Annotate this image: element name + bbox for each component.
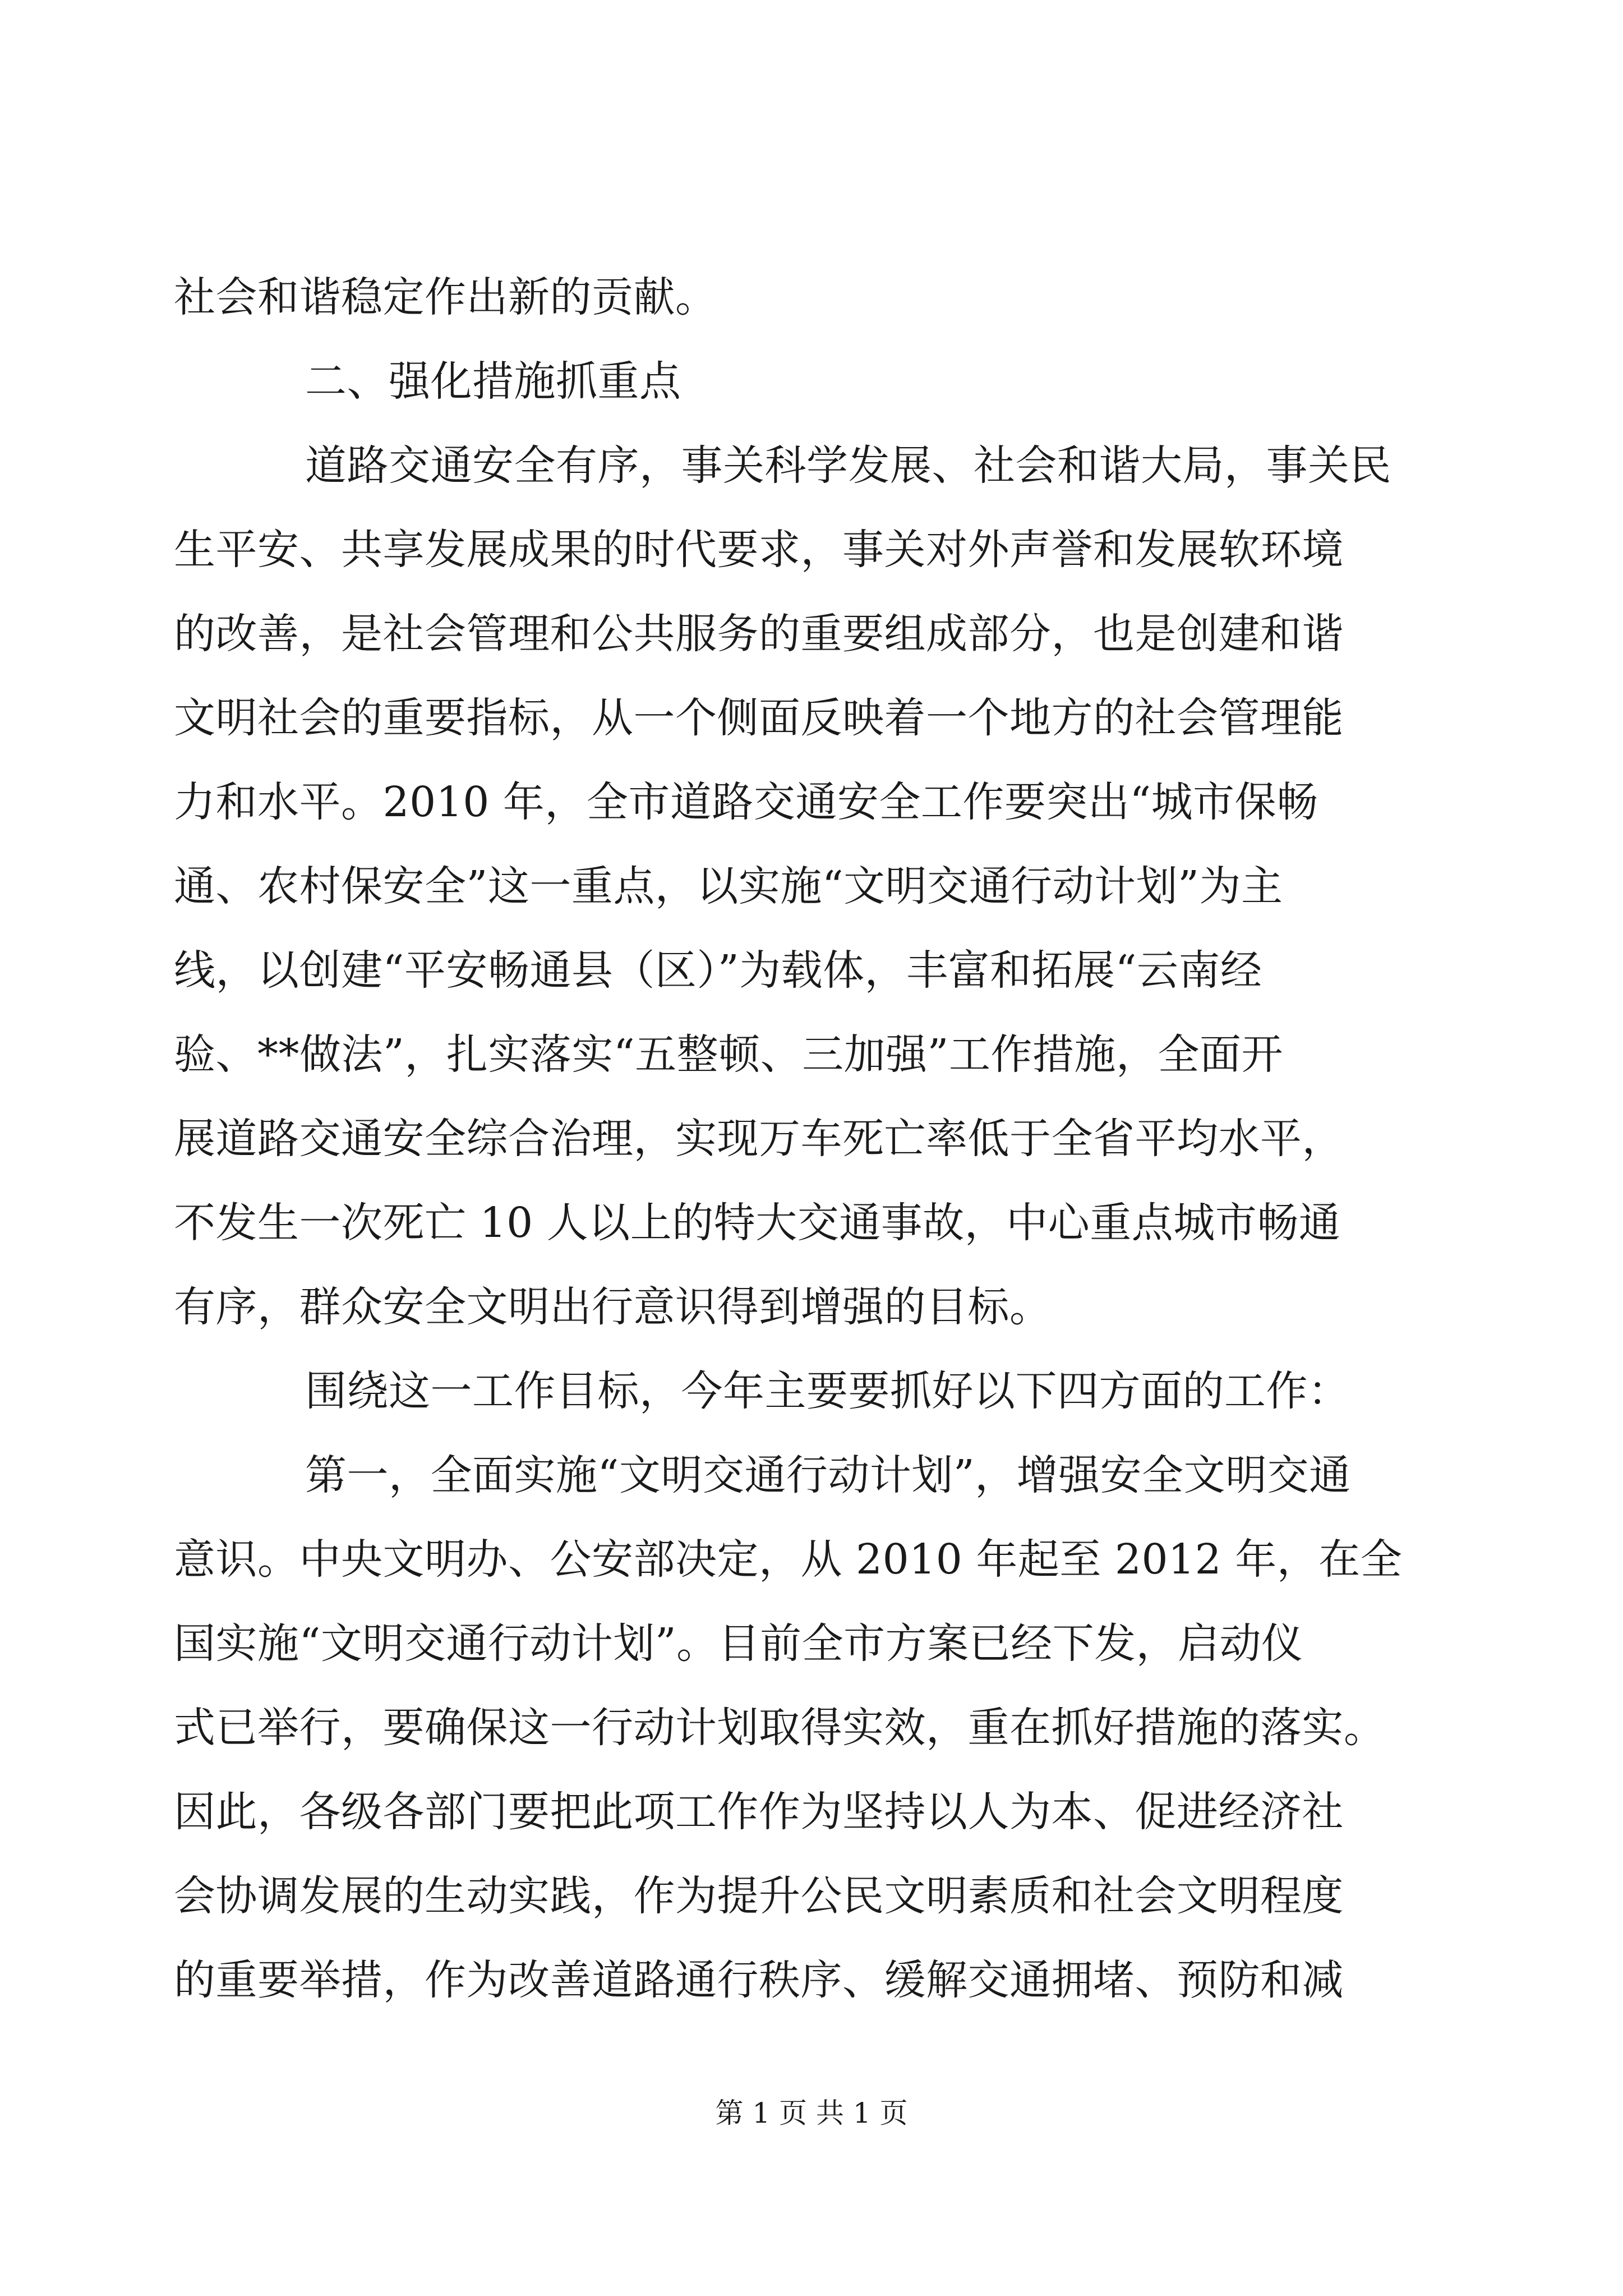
text-line: 有序，群众安全文明出行意识得到增强的目标。 bbox=[174, 1283, 1052, 1331]
text-line: 验、**做法”，扎实落实“五整顿、三加强”工作措施，全面开 bbox=[174, 1030, 1283, 1079]
text-line: 会协调发展的生动实践，作为提升公民文明素质和社会文明程度 bbox=[174, 1872, 1344, 1920]
text-line: 的重要举措，作为改善道路通行秩序、缓解交通拥堵、预防和减 bbox=[174, 1956, 1344, 2004]
text-line: 围绕这一工作目标，今年主要要抓好以下四方面的工作： bbox=[305, 1367, 1350, 1415]
text-line: 的改善，是社会管理和公共服务的重要组成部分，也是创建和谐 bbox=[174, 610, 1344, 658]
text-line: 文明社会的重要指标，从一个侧面反映着一个地方的社会管理能 bbox=[174, 694, 1344, 742]
text-line: 式已举行，要确保这一行动计划取得实效，重在抓好措施的落实。 bbox=[174, 1704, 1386, 1752]
text-line: 生平安、共享发展成果的时代要求，事关对外声誉和发展软环境 bbox=[174, 526, 1344, 574]
page-number-footer: 第 1 页 共 1 页 bbox=[715, 2097, 908, 2129]
text-line: 道路交通安全有序，事关科学发展、社会和谐大局，事关民 bbox=[305, 441, 1391, 490]
text-line: 第一，全面实施“文明交通行动计划”，增强安全文明交通 bbox=[305, 1451, 1351, 1499]
section-heading: 二、强化措施抓重点 bbox=[305, 357, 681, 406]
text-line: 社会和谐稳定作出新的贡献。 bbox=[174, 273, 717, 321]
text-line: 意识。中央文明办、公安部决定，从 2010 年起至 2012 年，在全 bbox=[174, 1535, 1403, 1584]
text-line: 线，以创建“平安畅通县（区）”为载体，丰富和拓展“云南经 bbox=[174, 946, 1262, 995]
text-line: 不发生一次死亡 10 人以上的特大交通事故，中心重点城市畅通 bbox=[174, 1199, 1341, 1247]
document-body bbox=[174, 255, 1432, 2022]
text-line: 展道路交通安全综合治理，实现万车死亡率低于全省平均水平， bbox=[174, 1115, 1344, 1163]
text-line: 通、农村保安全”这一重点，以实施“文明交通行动计划”为主 bbox=[174, 862, 1283, 910]
text-line: 力和水平。2010 年，全市道路交通安全工作要突出“城市保畅 bbox=[174, 778, 1318, 826]
text-line: 国实施“文明交通行动计划”。目前全市方案已经下发，启动仪 bbox=[174, 1619, 1303, 1668]
text-line: 因此，各级各部门要把此项工作作为坚持以人为本、促进经济社 bbox=[174, 1788, 1344, 1836]
